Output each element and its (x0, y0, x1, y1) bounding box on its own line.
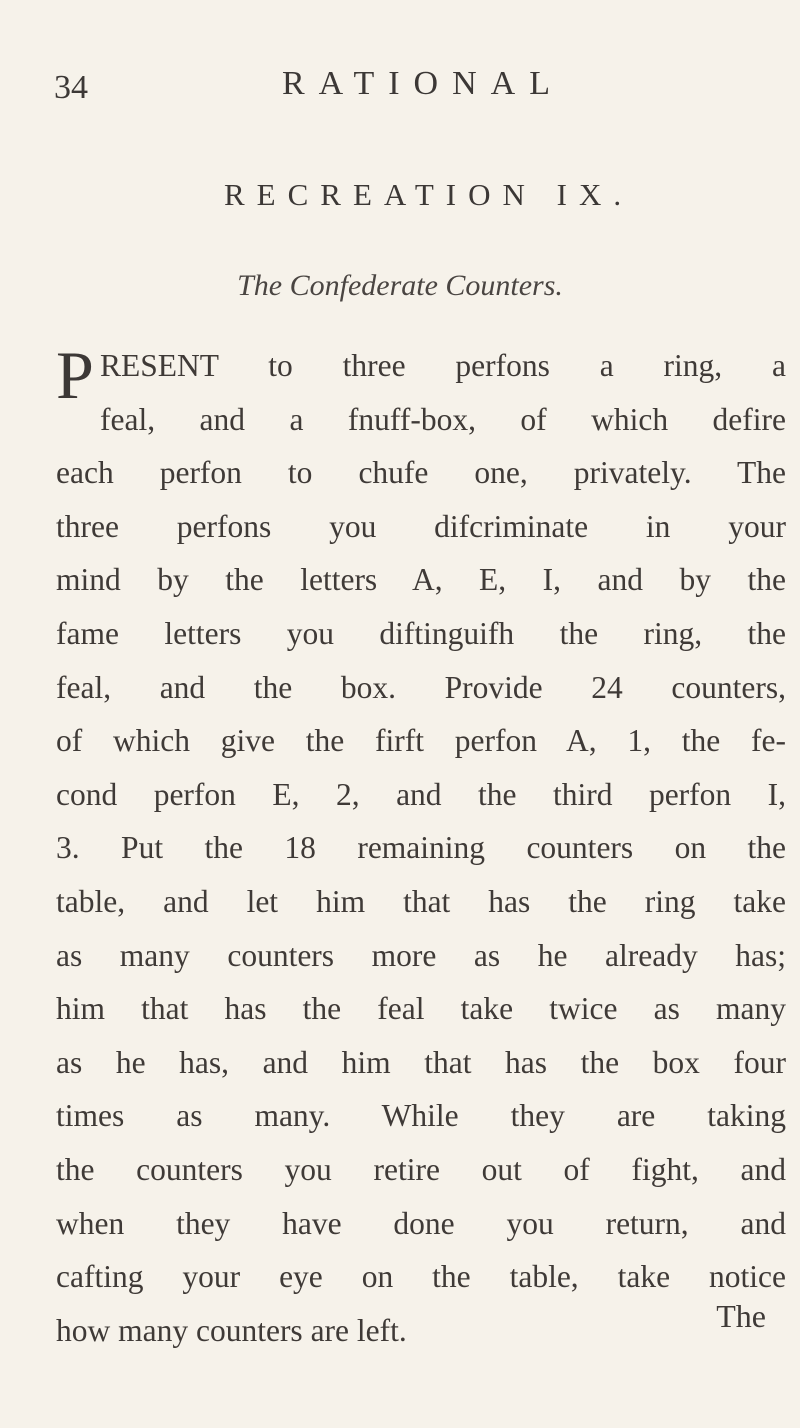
body-line: table, and let him that has the ring take (56, 883, 786, 919)
body-line: fame letters you diftinguifh the ring, the (56, 615, 786, 651)
body-line: as many counters more as he already has; (56, 937, 786, 973)
running-head: RATIONAL (282, 65, 564, 102)
body-paragraph (56, 339, 786, 1357)
section-subtitle: The Confederate Counters. (237, 269, 563, 302)
body-line: as he has, and him that has the box four (56, 1044, 786, 1080)
body-line: feal, and the box. Provide 24 counters, (56, 669, 786, 705)
page-number: 34 (54, 69, 88, 106)
body-line: him that has the feal take twice as many (56, 991, 786, 1027)
drop-cap: P (56, 337, 94, 413)
body-line: cafting your eye on the table, take notice (56, 1259, 786, 1295)
section-title: RECREATION IX. (224, 177, 634, 212)
body-line: when they have done you return, and (56, 1205, 786, 1241)
body-line: three perfons you difcriminate in your (56, 508, 786, 544)
body-line: mind by the letters A, E, I, and by the (56, 562, 786, 598)
body-line: the counters you retire out of fight, and (56, 1151, 786, 1187)
body-line: how many counters are left. (56, 1312, 407, 1348)
catchword: The (716, 1298, 766, 1334)
body-line: RESENT to three perfons a ring, a (100, 348, 786, 383)
body-line: feal, and a fnuff-box, of which defire (100, 401, 786, 437)
body-line: times as many. While they are taking (56, 1098, 786, 1134)
body-line: cond perfon E, 2, and the third perfon I, (56, 776, 786, 812)
body-line: 3. Put the 18 remaining counters on the (56, 830, 786, 866)
body-line: each perfon to chufe one, privately. The (56, 455, 786, 491)
body-line: of which give the firft perfon A, 1, the fe- (56, 723, 786, 759)
